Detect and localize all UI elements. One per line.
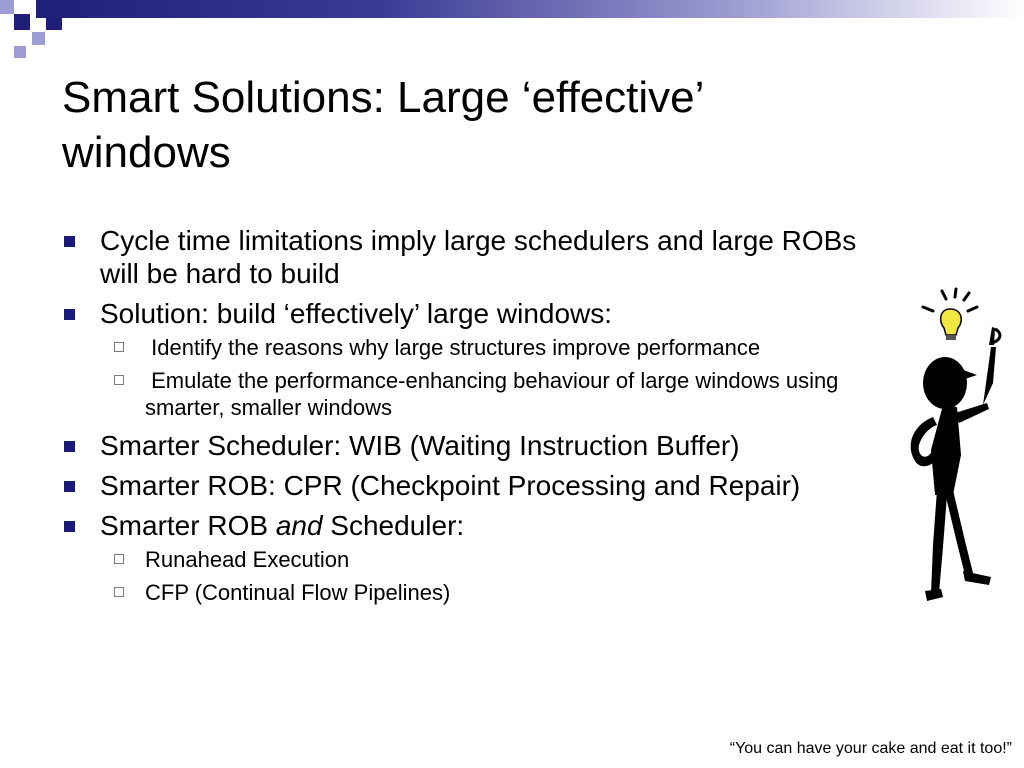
bullet-item: [62, 297, 862, 330]
slide-title: Smart Solutions: Large ‘effective’ windows: [62, 73, 703, 177]
bullet-item: [62, 224, 862, 290]
bullet-item: [62, 509, 862, 542]
sub-bullet-text: CFP (Continual Flow Pipelines): [145, 580, 451, 605]
sub-bullet-text: Identify the reasons why large structures improve performance: [145, 335, 761, 360]
bullet-text: Smarter ROB: CPR (Checkpoint Processing and Repair): [100, 470, 801, 501]
footer-quote: “You can have your cake and eat it too!”: [729, 740, 1012, 757]
stick-figure-idea-lightbulb-icon: [895, 285, 1010, 610]
square-bullet-icon: [64, 441, 75, 452]
bullet-list: [62, 224, 862, 614]
bullet-item: [62, 429, 862, 462]
hollow-square-bullet-icon: [114, 375, 124, 385]
lightbulb-icon: [941, 309, 962, 340]
sub-bullet-list: [62, 334, 862, 421]
sub-bullet-text: Emulate the performance-enhancing behaviour of large windows using smarter, smaller windows: [145, 368, 845, 420]
decorative-square: [32, 32, 45, 45]
sub-bullet-item: [62, 579, 862, 606]
square-bullet-icon: [64, 521, 75, 532]
sub-bullet-list: [62, 546, 862, 606]
bullet-text-emphasis: and: [275, 510, 323, 541]
idea-rays-icon: [923, 289, 977, 311]
decorative-square: [14, 46, 26, 58]
header-gradient-bar: [36, 0, 1024, 18]
bullet-text: Smarter Scheduler: WIB (Waiting Instruction Buffer): [100, 430, 740, 461]
square-bullet-icon: [64, 481, 75, 492]
sub-bullet-item: [62, 546, 862, 573]
square-bullet-icon: [64, 236, 75, 247]
square-bullet-icon: [64, 309, 75, 320]
hollow-square-bullet-icon: [114, 554, 124, 564]
sub-bullet-item: [62, 367, 862, 421]
bullet-text: Cycle time limitations imply large schedulers and large ROBs will be hard to build: [100, 225, 857, 289]
bullet-item: [62, 469, 862, 502]
bullet-text-part: Scheduler:: [322, 510, 465, 541]
decorative-square: [46, 18, 62, 30]
bullet-text-part: Smarter ROB: [100, 510, 276, 541]
hollow-square-bullet-icon: [114, 342, 124, 352]
bullet-text: Solution: build ‘effectively’ large windows:: [100, 298, 613, 329]
sub-bullet-text: Runahead Execution: [145, 547, 350, 572]
decorative-square: [14, 14, 30, 30]
sub-bullet-item: [62, 334, 862, 361]
hollow-square-bullet-icon: [114, 587, 124, 597]
decorative-square: [0, 0, 14, 14]
